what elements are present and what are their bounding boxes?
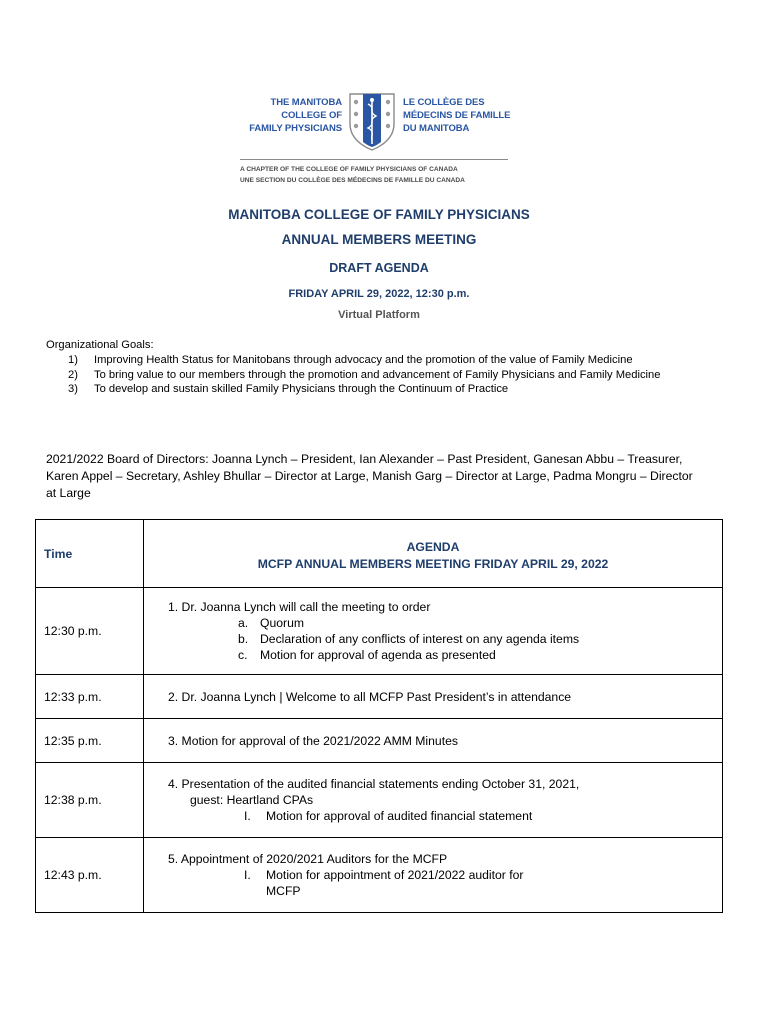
goal-item: 2) To bring value to our members through the promotion and advancement of Family Physicians and Family Medicine bbox=[68, 368, 661, 381]
row-time: 12:35 p.m. bbox=[36, 719, 144, 763]
goals-list bbox=[68, 354, 708, 398]
agenda-header-row bbox=[36, 520, 723, 588]
org-title: MANITOBA COLLEGE OF FAMILY PHYSICIANS bbox=[228, 207, 530, 222]
table-row bbox=[36, 719, 723, 763]
agenda-table bbox=[35, 519, 723, 913]
row-item: 5. Appointment of 2020/2021 Auditors for the MCFP I. Motion for appointment of 2021/2022 auditor for MCFP bbox=[144, 838, 723, 913]
shield-crest-icon bbox=[344, 90, 400, 152]
goals-title: Organizational Goals: bbox=[46, 339, 154, 351]
sub-item: a. Quorum bbox=[238, 616, 305, 630]
table-row bbox=[36, 838, 723, 913]
goal-item: 3) To develop and sustain skilled Family Physicians through the Continuum of Practice bbox=[68, 383, 509, 395]
goal-item: 1) Improving Health Status for Manitobans through advocacy and the promotion of the value of Family Medicine bbox=[68, 354, 633, 366]
logo bbox=[0, 86, 758, 196]
row-item: 3. Motion for approval of the 2021/2022 AMM Minutes bbox=[144, 719, 723, 763]
sub-item: b. Declaration of any conflicts of interest on any agenda items bbox=[238, 632, 580, 646]
logo-french-name: LE COLLÈGE DES MÉDECINS DE FAMILLE DU MANITOBA bbox=[403, 97, 511, 134]
meeting-date-time: FRIDAY APRIL 29, 2022, 12:30 p.m. bbox=[288, 288, 470, 300]
row-time: 12:38 p.m. bbox=[36, 763, 144, 838]
row-item: 1. Dr. Joanna Lynch will call the meeting to order a. Quorum b. Declaration of any conflicts of interest on any agenda items c. Motion for approval of agenda as presented bbox=[144, 588, 723, 675]
chapter-line: A CHAPTER OF THE COLLEGE OF FAMILY PHYSICIANS OF CANADA UNE SECTION DU COLLÈGE DES MÉDECINS DE FAMILLE DU CANADA bbox=[240, 166, 465, 184]
meeting-title: ANNUAL MEMBERS MEETING bbox=[281, 232, 477, 247]
doc-type: DRAFT AGENDA bbox=[329, 261, 429, 275]
table-row bbox=[36, 588, 723, 675]
logo-english-name: THE MANITOBA COLLEGE OF FAMILY PHYSICIANS bbox=[249, 97, 342, 134]
logo-divider bbox=[240, 159, 508, 160]
time-header: Time bbox=[36, 520, 144, 588]
row-item: 4. Presentation of the audited financial statements ending October 31, 2021, guest: Heartland CPAs I. Motion for approval of audited financial statement bbox=[144, 763, 723, 838]
meeting-platform: Virtual Platform bbox=[338, 309, 420, 321]
agenda-header: AGENDA MCFP ANNUAL MEMBERS MEETING FRIDAY APRIL 29, 2022 bbox=[144, 520, 723, 588]
table-row bbox=[36, 763, 723, 838]
sub-item: c. Motion for approval of agenda as presented bbox=[238, 648, 496, 662]
sub-item: I. Motion for appointment of 2021/2022 auditor for MCFP bbox=[244, 868, 524, 898]
sub-item: I. Motion for approval of audited financial statement bbox=[244, 809, 533, 823]
table-row bbox=[36, 675, 723, 719]
row-time: 12:43 p.m. bbox=[36, 838, 144, 913]
row-time: 12:33 p.m. bbox=[36, 675, 144, 719]
board-of-directors: 2021/2022 Board of Directors: Joanna Lynch – President, Ian Alexander – Past President, Ganesan Abbu – Treasurer, Karen Appel – Secretary, Ashley Bhullar – Director at Large, Manish Garg – Director at Large, Padma Mongru – Director at Large bbox=[46, 452, 693, 500]
row-item: 2. Dr. Joanna Lynch | Welcome to all MCFP Past President’s in attendance bbox=[144, 675, 723, 719]
row-time: 12:30 p.m. bbox=[36, 588, 144, 675]
